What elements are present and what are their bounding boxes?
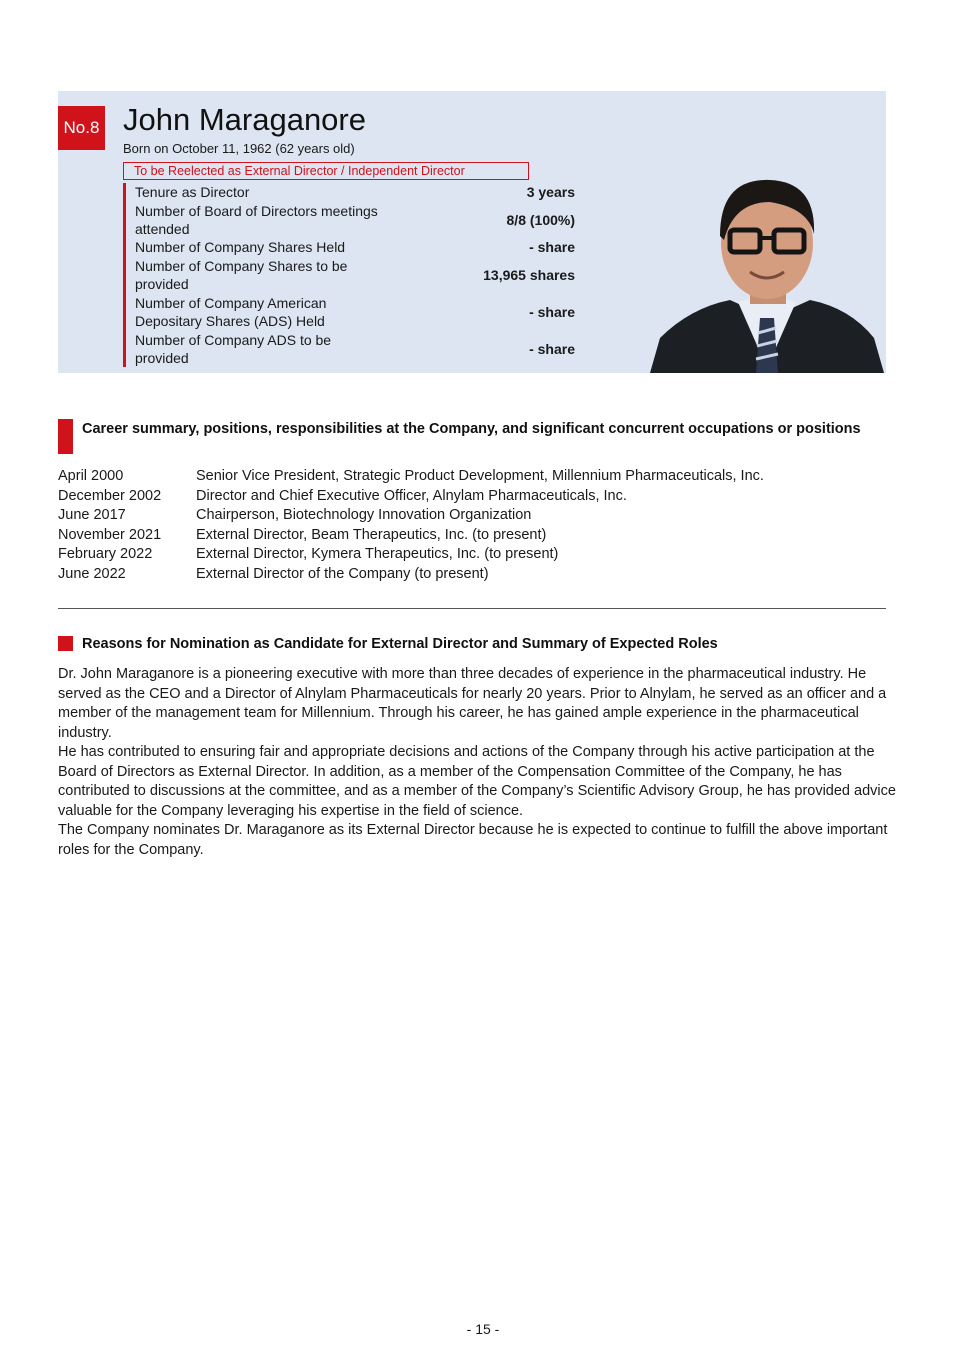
candidate-birth-info: Born on October 11, 1962 (62 years old) xyxy=(123,141,355,156)
career-date: June 2017 xyxy=(58,507,126,523)
reasons-body xyxy=(58,665,910,860)
career-date: June 2022 xyxy=(58,565,126,582)
career-entry xyxy=(58,566,918,586)
stat-value-ads-provided: - share xyxy=(529,341,575,357)
stat-label-ads-held: Number of Company American Depositary Shares (ADS) Held xyxy=(135,295,327,329)
career-entry xyxy=(58,507,918,527)
career-entry xyxy=(58,546,918,566)
reasons-heading-marker xyxy=(58,636,73,651)
stats-accent-bar xyxy=(123,183,126,367)
career-entry xyxy=(58,527,918,547)
career-description: External Director of the Company (to present) xyxy=(196,565,489,582)
reasons-paragraph: Dr. John Maraganore is a pioneering executive with more than three decades of experience in the pharmaceutical industry. He served as the CEO and a Director of Alnylam Pharmaceuticals for nearly 20 years. Prior to Alnylam, he served as an officer and a member of the management team for Millennium. Through his career, he has gained ample experience in the pharmaceutical industry. xyxy=(58,666,887,741)
career-heading: Career summary, positions, responsibilities at the Company, and significant concurrent occupations or positions xyxy=(82,421,861,437)
career-entry xyxy=(58,468,918,488)
career-description: Director and Chief Executive Officer, Alnylam Pharmaceuticals, Inc. xyxy=(196,487,627,504)
page-number: - 15 - xyxy=(466,1321,500,1337)
reasons-paragraph: The Company nominates Dr. Maraganore as its External Director because he is expected to continue to fulfill the above important roles for the Company. xyxy=(58,822,888,858)
reasons-paragraph: He has contributed to ensuring fair and appropriate decisions and actions of the Company through his active participation at the Board of Directors as External Director. In addition, as a member of the Compensation Committee of the Company, he has contributed to discussions at the committee, and as a member of the Company’s Scientific Advisory Group, he has provided advice valuable for the Company leveraging his expertise in the field of science. xyxy=(58,744,896,819)
career-description: External Director, Beam Therapeutics, Inc. (to present) xyxy=(196,526,547,543)
candidate-portrait xyxy=(650,168,884,373)
career-date: November 2021 xyxy=(58,526,162,543)
stat-value-ads-held: - share xyxy=(529,304,575,320)
career-description: Chairperson, Biotechnology Innovation Organization xyxy=(196,507,532,523)
stat-label-meetings: Number of Board of Directors meetings attended xyxy=(135,203,378,237)
career-entry xyxy=(58,488,918,508)
stat-label-ads-provided: Number of Company ADS to be provided xyxy=(135,332,332,366)
candidate-status-tag: To be Reelected as External Director / Independent Director xyxy=(123,162,529,180)
career-description: External Director, Kymera Therapeutics, Inc. (to present) xyxy=(196,546,559,562)
reasons-heading: Reasons for Nomination as Candidate for External Director and Summary of Expected Roles xyxy=(82,636,718,652)
stat-value-meetings: 8/8 (100%) xyxy=(506,212,575,228)
candidate-number-badge: No.8 xyxy=(58,106,105,150)
career-heading-marker xyxy=(58,419,73,454)
stat-value-shares-provided: 13,965 shares xyxy=(483,267,575,283)
section-divider xyxy=(58,608,886,609)
career-description: Senior Vice President, Strategic Product Development, Millennium Pharmaceuticals, Inc. xyxy=(196,468,764,484)
stat-value-tenure: 3 years xyxy=(526,184,575,200)
career-date: December 2002 xyxy=(58,487,162,504)
stat-label-shares-held: Number of Company Shares Held xyxy=(135,239,346,255)
stat-label-shares-provided: Number of Company Shares to be provided xyxy=(135,258,348,292)
career-date: February 2022 xyxy=(58,546,153,562)
stat-value-shares-held: - share xyxy=(529,239,575,255)
career-date: April 2000 xyxy=(58,468,124,484)
stat-label-tenure: Tenure as Director xyxy=(135,184,250,200)
candidate-name: John Maraganore xyxy=(123,102,366,137)
